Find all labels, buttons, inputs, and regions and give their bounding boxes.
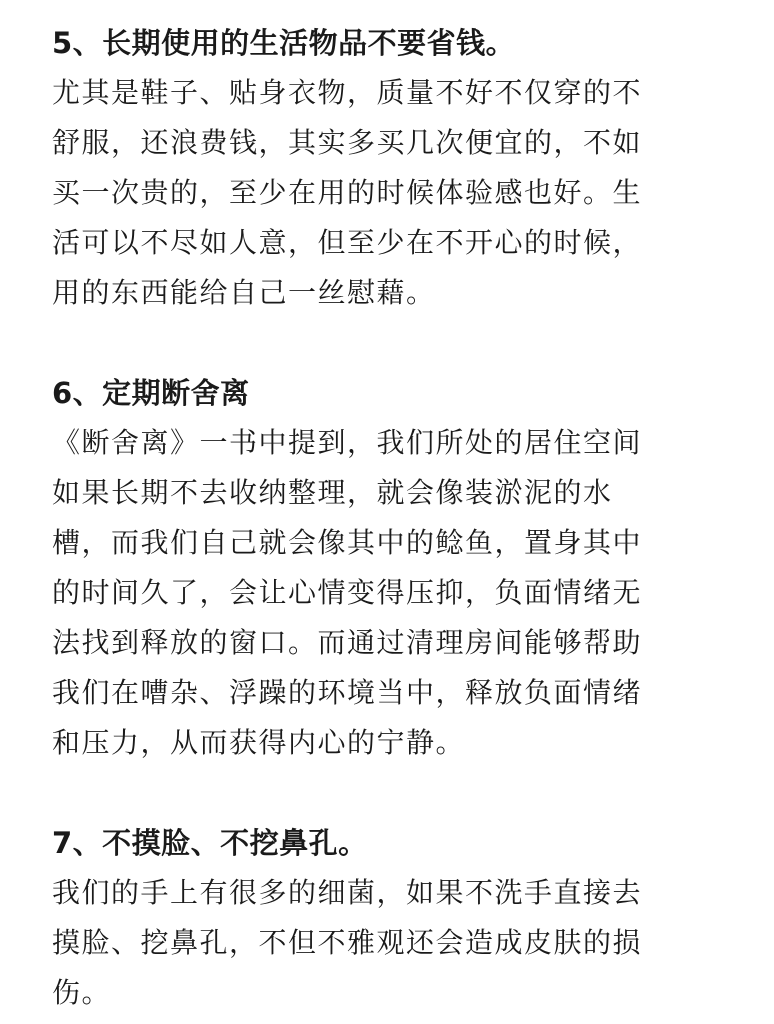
paragraph-line: 买一次贵的，至少在用的时候体验感也好。生 xyxy=(52,176,643,209)
paragraph-line: 如果长期不去收纳整理，就会像装淤泥的水 xyxy=(52,476,613,509)
paragraph-line: 槽，而我们自己就会像其中的鲶鱼，置身其中 xyxy=(52,526,643,559)
paragraph-line: 用的东西能给自己一丝慰藉。 xyxy=(52,276,436,309)
section-6 xyxy=(52,368,742,768)
section-heading: 6、定期断舍离 xyxy=(52,376,250,410)
paragraph-line: 伤。 xyxy=(52,976,112,1009)
paragraph-line: 的时间久了，会让心情变得压抑，负面情绪无 xyxy=(52,576,643,609)
section-spacer xyxy=(52,318,742,368)
section-heading: 5、长期使用的生活物品不要省钱。 xyxy=(52,26,516,60)
paragraph-line: 和压力，从而获得内心的宁静。 xyxy=(52,726,466,759)
section-5 xyxy=(52,18,742,318)
section-7 xyxy=(52,818,742,1018)
article-body xyxy=(52,18,742,1018)
paragraph-line: 尤其是鞋子、贴身衣物，质量不好不仅穿的不 xyxy=(52,76,643,109)
paragraph-line: 我们的手上有很多的细菌，如果不洗手直接去 xyxy=(52,876,643,909)
paragraph-line: 摸脸、挖鼻孔，不但不雅观还会造成皮肤的损 xyxy=(52,926,643,959)
section-spacer xyxy=(52,768,742,818)
paragraph-line: 活可以不尽如人意，但至少在不开心的时候， xyxy=(52,226,643,259)
paragraph-line: 我们在嘈杂、浮躁的环境当中，释放负面情绪 xyxy=(52,676,643,709)
section-heading: 7、不摸脸、不挖鼻孔。 xyxy=(52,826,368,860)
paragraph-line: 法找到释放的窗口。而通过清理房间能够帮助 xyxy=(52,626,643,659)
paragraph-line: 舒服，还浪费钱，其实多买几次便宜的，不如 xyxy=(52,126,643,159)
paragraph-line: 《断舍离》一书中提到，我们所处的居住空间 xyxy=(52,426,643,459)
